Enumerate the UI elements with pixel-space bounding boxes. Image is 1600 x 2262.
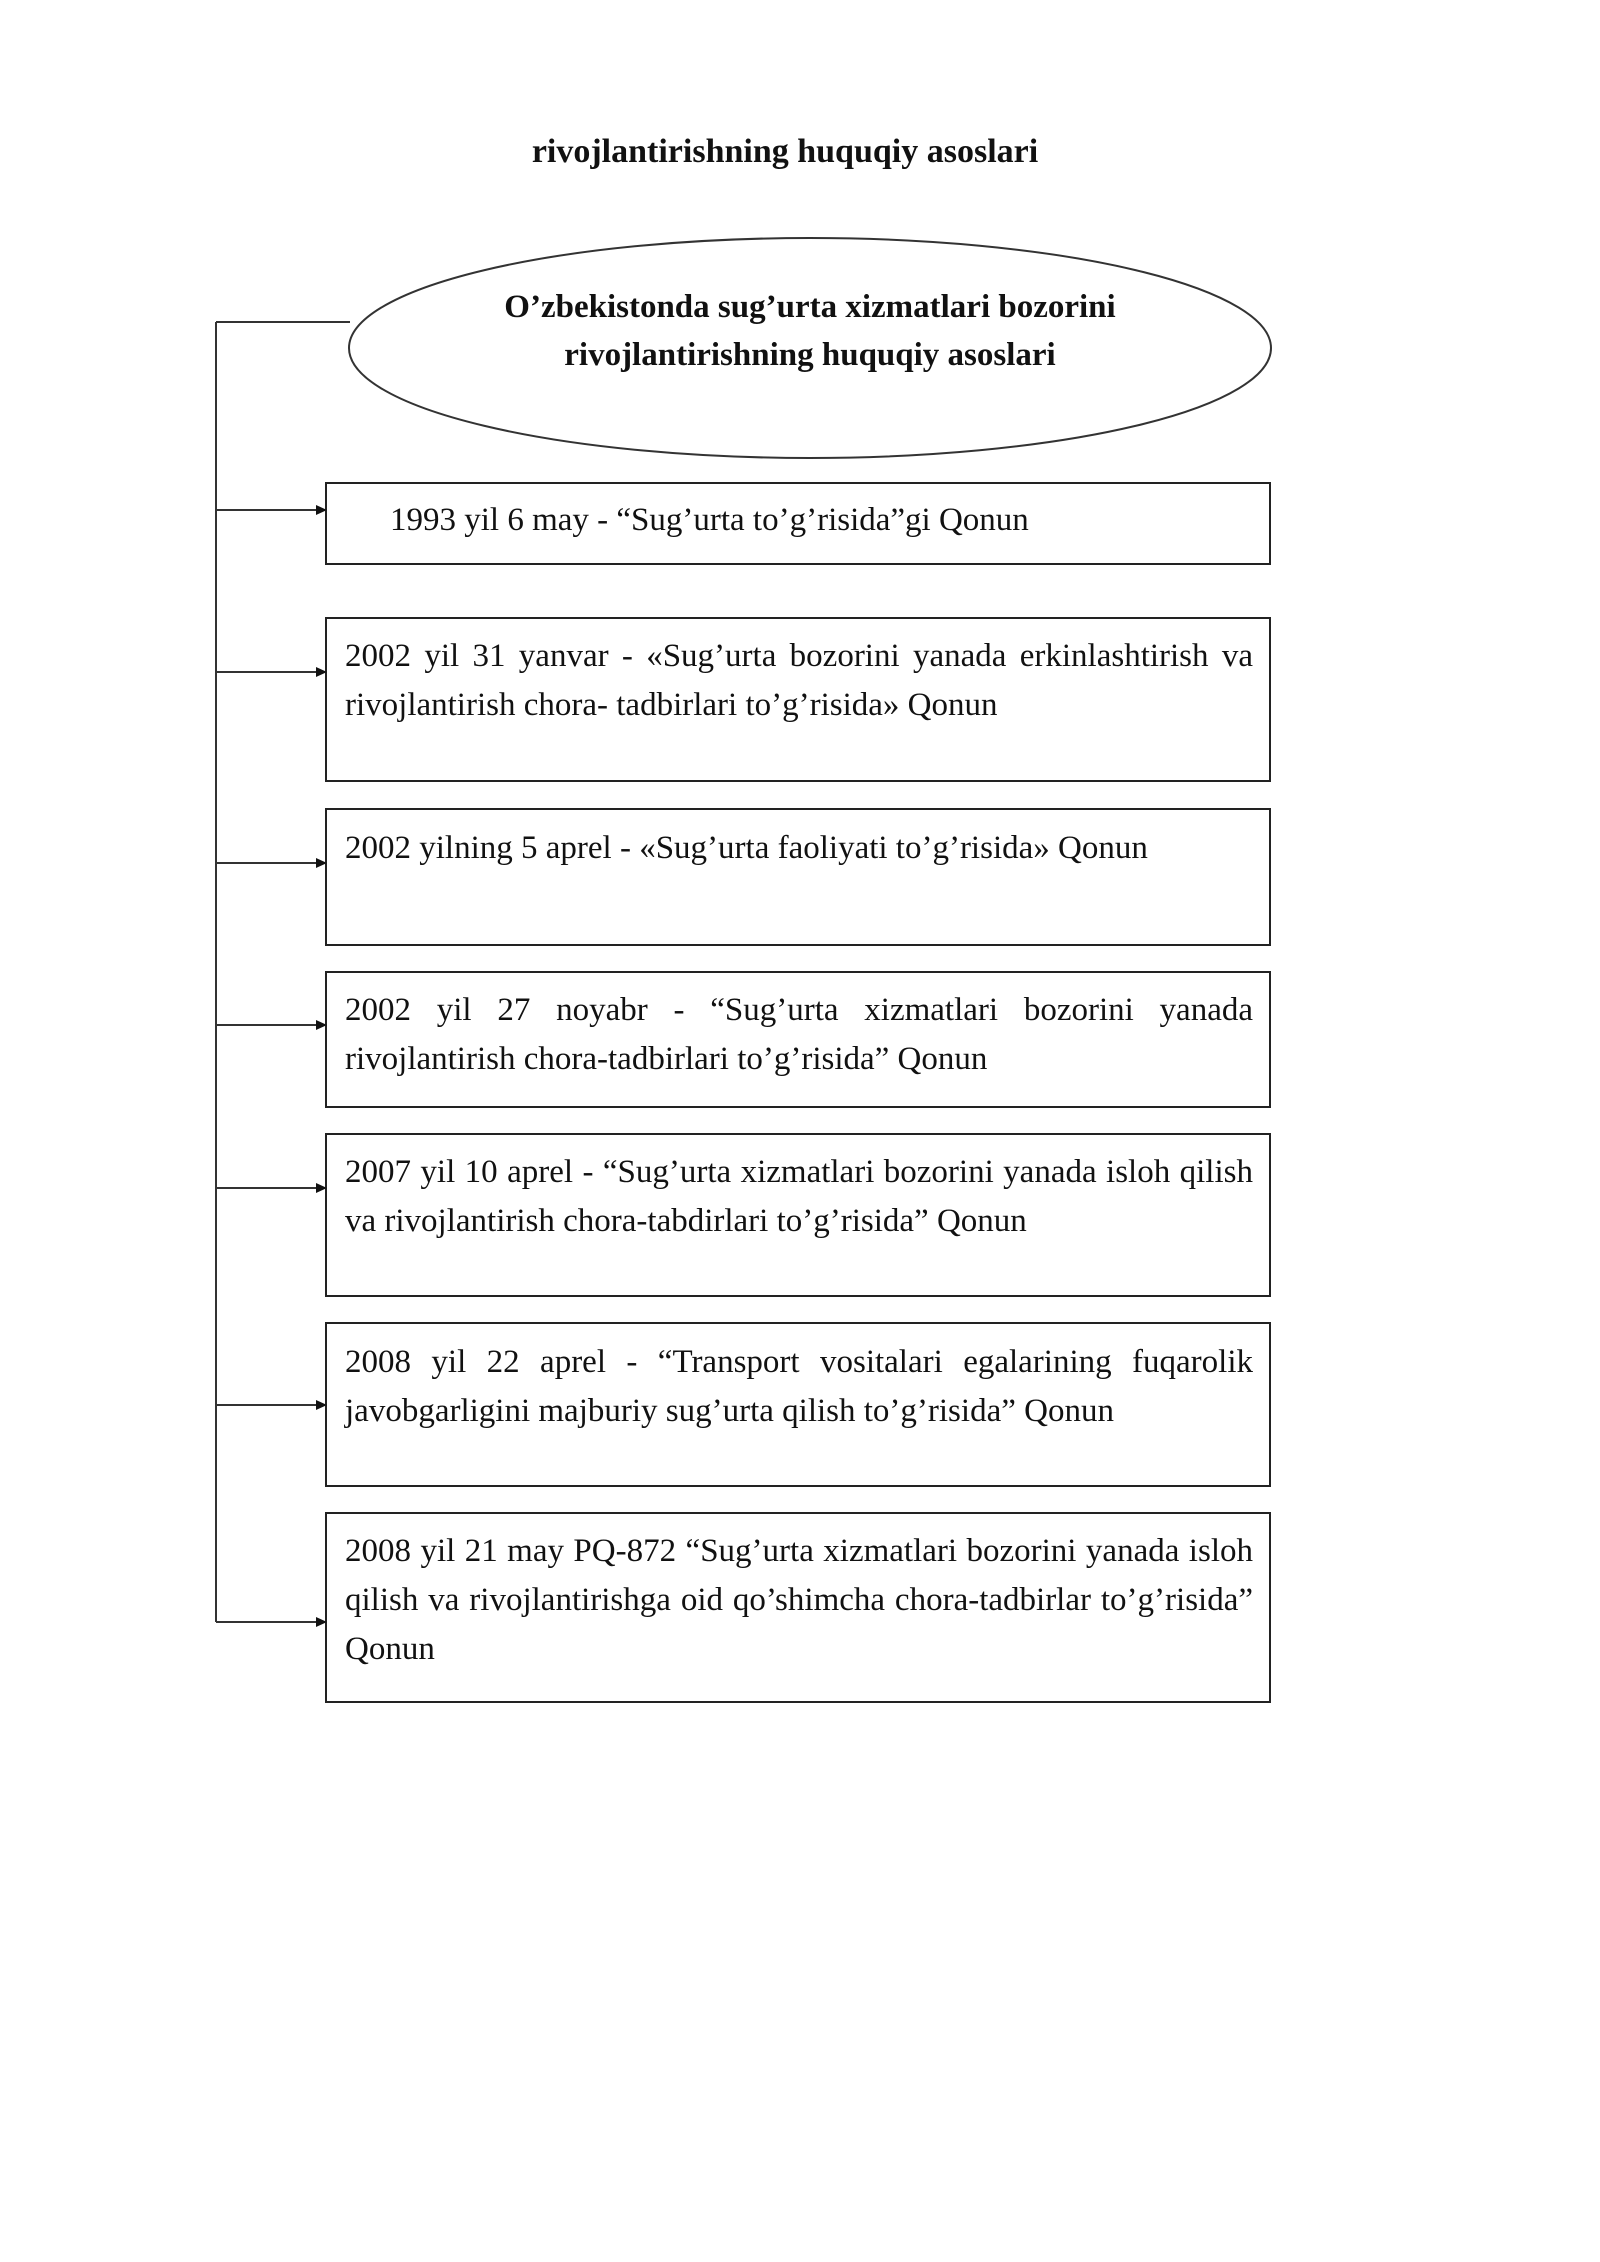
law-text-3: 2002 yilning 5 aprel - «Sug’urta faoliyati to’g’risida» Qonun xyxy=(345,830,1148,866)
page-heading: rivojlantirishning huquqiy asoslari xyxy=(531,133,1039,170)
law-text-5: 2007 yil 10 aprel - “Sug’urta xizmatlari bozorini yanada isloh qilish va rivojlantirish chora-tabdirlari to’g’risida” Qonun xyxy=(345,1154,1253,1239)
law-text-6: 2008 yil 22 aprel - “Transport vositalari egalarining fuqarolik javobgarligini majburiy sug’urta qilish to’g’risida” Qonun xyxy=(345,1344,1253,1429)
law-text-7: 2008 yil 21 may PQ-872 “Sug’urta xizmatlari bozorini yanada isloh qilish va rivojlantirishga oid qo’shimcha chora-tadbirlar to’g’risida” Qonun xyxy=(345,1533,1253,1667)
root-node-label: O’zbekistonda sug’urta xizmatlari bozorini rivojlantirishning huquqiy asoslari xyxy=(504,289,1116,373)
law-text-1: 1993 yil 6 may - “Sug’urta to’g’risida”gi Qonun xyxy=(390,502,1029,538)
law-text-2: 2002 yil 31 yanvar - «Sug’urta bozorini yanada erkinlashtirish va rivojlantirish chora- tadbirlari to’g’risida» Qonun xyxy=(345,638,1253,723)
law-text-4: 2002 yil 27 noyabr - “Sug’urta xizmatlari bozorini yanada rivojlantirish chora-tadbirlari to’g’risida” Qonun xyxy=(345,992,1253,1077)
